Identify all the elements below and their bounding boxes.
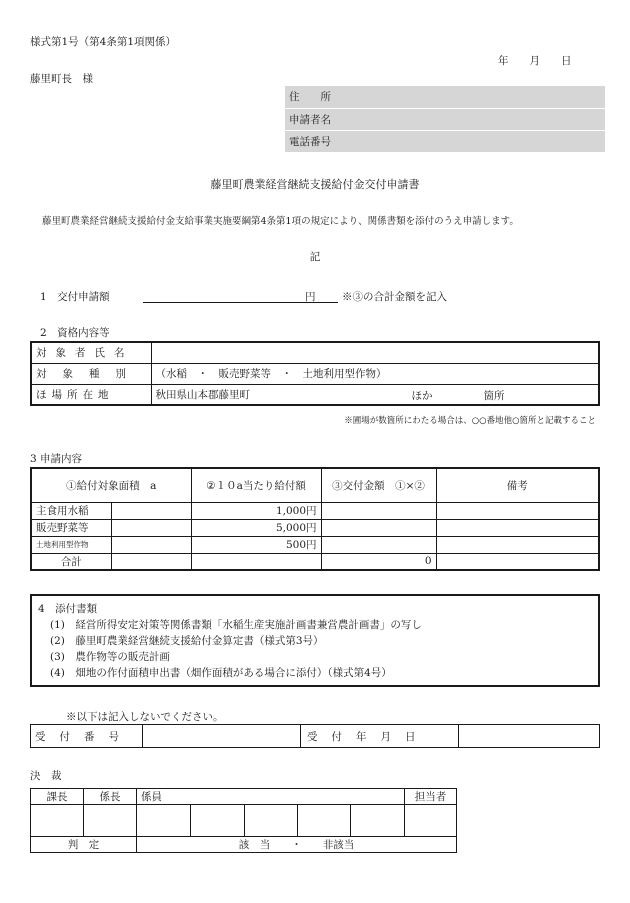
- row-amount[interactable]: [321, 519, 436, 536]
- office-note: ※以下は記入しないでください。: [66, 711, 224, 723]
- header-remarks: 備考: [436, 468, 599, 502]
- stamp-cell[interactable]: [191, 805, 245, 837]
- row-remarks[interactable]: [436, 502, 599, 519]
- yen-label: 円: [305, 291, 316, 303]
- attachment-item: (2) 藤里町農業経営継続支援給付金算定書（様式第3号）: [50, 635, 324, 647]
- row-amount[interactable]: [321, 536, 436, 553]
- attachments-box: [30, 594, 600, 687]
- target-type-value[interactable]: （水稲 ・ 販売野菜等 ・ 土地利用型作物）: [151, 363, 599, 384]
- field-location-label: ほ場所在地: [31, 384, 151, 405]
- sec2-note: ※圃場が数箇所にわたる場合は、○○番地他○箇所と記載すること: [344, 416, 596, 426]
- row-amount: 0: [321, 553, 436, 570]
- receipt-table: [30, 724, 600, 748]
- row-area[interactable]: [111, 536, 191, 553]
- stamp-cell[interactable]: [137, 805, 191, 837]
- stamp-cell[interactable]: [84, 805, 137, 837]
- stamp-cell[interactable]: [298, 805, 351, 837]
- sec4-label: 4 添付書類: [38, 603, 98, 615]
- judge-options[interactable]: 該 当 ・ 非該当: [137, 837, 457, 853]
- stamp-cell[interactable]: [405, 805, 457, 837]
- applicant-name-label: 申請者名: [285, 108, 605, 130]
- target-name-field[interactable]: [151, 342, 599, 363]
- header-rate: ②１０a当たり給付額: [191, 468, 321, 502]
- receipt-no-label: 受付番号: [31, 725, 143, 748]
- sec3-label: 3 申請内容: [30, 453, 83, 465]
- stamp-cell[interactable]: [31, 805, 84, 837]
- qualification-table: [30, 341, 600, 406]
- header-kakariin: 係員: [137, 789, 405, 805]
- ki-label: 記: [309, 251, 321, 263]
- attachment-item: (4) 畑地の作付面積申出書（畑作面積がある場合に添付）（様式第4号）: [50, 667, 392, 679]
- applicant-phone-label: 電話番号: [289, 135, 331, 148]
- row-remarks[interactable]: [436, 536, 599, 553]
- row-rate: 1,000円: [191, 502, 321, 519]
- row-name: 主食用水稲: [31, 502, 111, 519]
- sec1-label: 1 交付申請額: [40, 291, 110, 303]
- attachment-item: (3) 農作物等の販売計画: [50, 651, 170, 663]
- approval-table: [30, 788, 457, 853]
- header-area: ①給付対象面積 a: [31, 468, 191, 502]
- table-row: [31, 502, 599, 519]
- sec1-note: ※③の合計金額を記入: [342, 291, 447, 303]
- target-name-label: 対象者氏名: [31, 342, 151, 363]
- row-area[interactable]: [111, 502, 191, 519]
- application-table: [30, 467, 600, 571]
- row-remarks: [436, 553, 599, 570]
- row-rate: 5,000円: [191, 519, 321, 536]
- table-row: [31, 536, 599, 553]
- stamp-cell[interactable]: [245, 805, 298, 837]
- applicant-address-label: 住 所: [285, 86, 605, 108]
- field-location-field[interactable]: [151, 384, 599, 405]
- document-title: 藤里町農業経営継続支援給付金交付申請書: [210, 178, 420, 191]
- target-type-label: 対象種別: [31, 363, 151, 384]
- field-location-prefix: 秋田県山本郡藤里町: [155, 388, 250, 401]
- kasho-label: 箇所: [483, 389, 505, 402]
- addressee: 藤里町長 様: [30, 73, 93, 85]
- row-remarks[interactable]: [436, 519, 599, 536]
- header-kacho: 課長: [31, 789, 84, 805]
- hoka-label: ほか: [411, 389, 433, 402]
- row-rate: [191, 553, 321, 570]
- row-amount[interactable]: [321, 502, 436, 519]
- header-amount: ③交付金額 ①×②: [321, 468, 436, 502]
- row-name: 土地利用型作物: [31, 536, 111, 553]
- date-label: 年 月 日: [498, 55, 572, 67]
- header-kakaricho: 係長: [84, 789, 137, 805]
- table-row-total: [31, 553, 599, 570]
- receipt-date-label: 受付年月日: [301, 725, 459, 748]
- judge-label: 判 定: [31, 837, 137, 853]
- stamp-cell[interactable]: [351, 805, 405, 837]
- applicant-table: [285, 86, 605, 152]
- receipt-date-field[interactable]: [459, 725, 600, 748]
- sec2-label: 2 資格内容等: [40, 327, 110, 339]
- header-tantosha: 担当者: [405, 789, 457, 805]
- table-row: [31, 519, 599, 536]
- row-name: 販売野菜等: [31, 519, 111, 536]
- row-area[interactable]: [111, 519, 191, 536]
- row-area: [111, 553, 191, 570]
- row-name: 合計: [31, 553, 111, 570]
- row-rate: 500円: [191, 536, 321, 553]
- attachment-item: (1) 経営所得安定対策等関係書類「水稲生産実施計画書兼営農計画書」の写し: [50, 619, 422, 631]
- kessai-label: 決 裁: [30, 770, 62, 782]
- form-number: 様式第1号（第4条第1項関係）: [30, 36, 177, 48]
- receipt-no-field[interactable]: [143, 725, 301, 748]
- intro-text: 藤里町農業経営継続支援給付金支給事業実施要綱第4条第1項の規定により、関係書類を添付のうえ申請します。: [42, 216, 519, 227]
